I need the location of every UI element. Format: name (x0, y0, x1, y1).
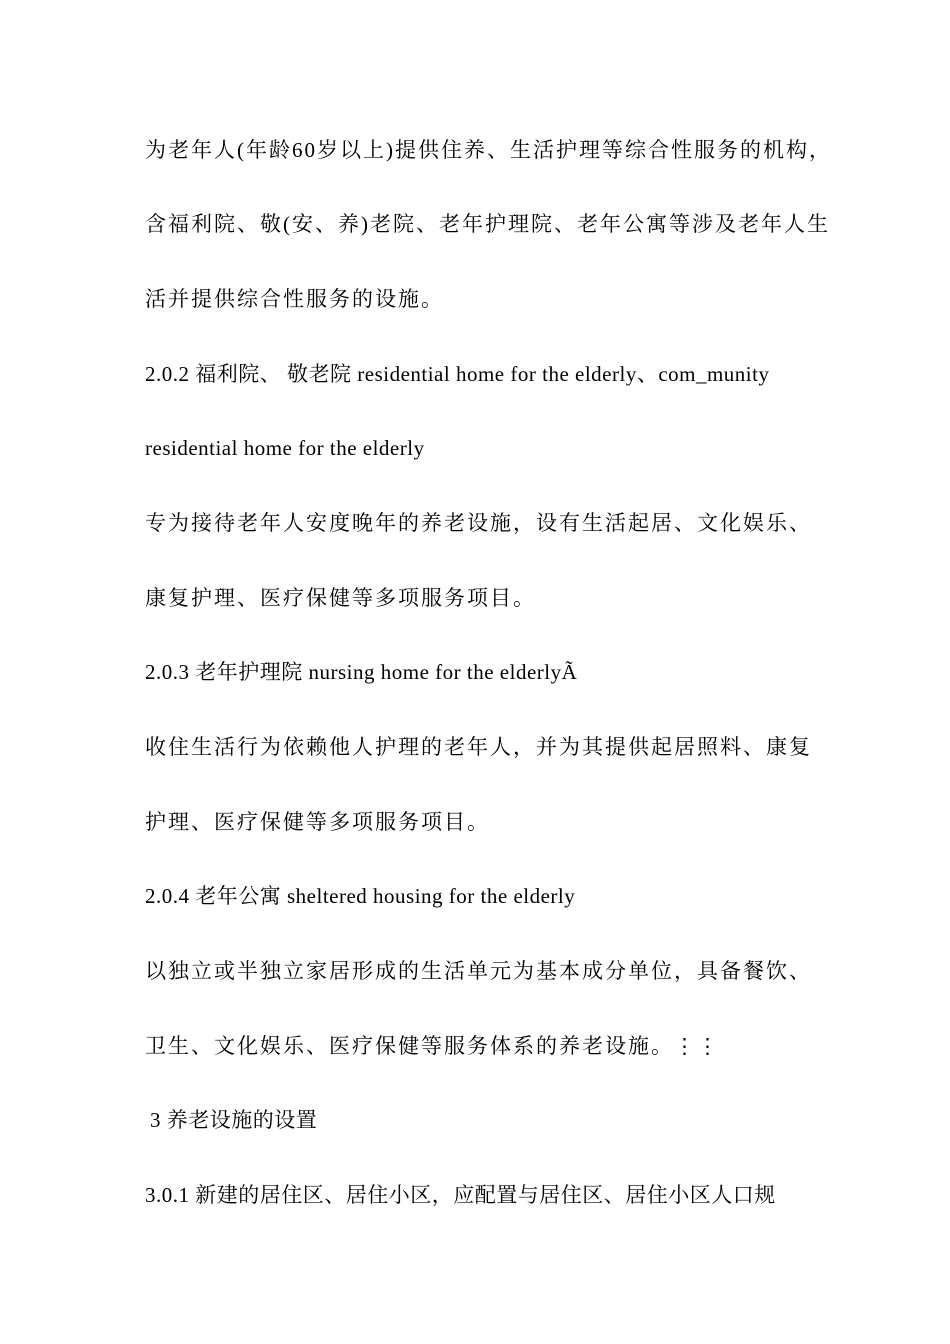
clause-3-0-1-heading: 3.0.1 新建的居住区、居住小区，应配置与居住区、居住小区人口规 (145, 1183, 776, 1207)
text-line-13: 卫生、文化娱乐、医疗保健等服务体系的养老设施。⋮⋮ (145, 1034, 720, 1058)
clause-2-0-3-heading: 2.0.3 老年护理院 nursing home for the elderlyÃ (145, 660, 578, 684)
text-line-6: 专为接待老年人安度晚年的养老设施，设有生活起居、文化娱乐、 (145, 511, 812, 535)
text-line-7: 康复护理、医疗保健等多项服务项目。 (145, 586, 536, 610)
text-line-1: 为老年人(年龄60岁以上)提供住养、生活护理等综合性服务的机构， (145, 138, 832, 162)
text-line-3: 活并提供综合性服务的设施。 (145, 287, 444, 311)
clause-2-0-2-heading-cont: residential home for the elderly (145, 436, 425, 460)
section-3-heading: 3 养老设施的设置 (150, 1108, 318, 1132)
clause-2-0-2-heading: 2.0.2 福利院、 敬老院 residential home for the elderly、com_munity (145, 362, 770, 386)
text-line-10: 护理、医疗保健等多项服务项目。 (145, 810, 490, 834)
text-line-12: 以独立或半独立家居形成的生活单元为基本成分单位，具备餐饮、 (145, 959, 812, 983)
text-line-9: 收住生活行为依赖他人护理的老年人，并为其提供起居照料、康复 (145, 735, 812, 759)
clause-2-0-4-heading: 2.0.4 老年公寓 sheltered housing for the elderly (145, 884, 576, 908)
text-line-2: 含福利院、敬(安、养)老院、老年护理院、老年公寓等涉及老年人生 (145, 212, 830, 236)
